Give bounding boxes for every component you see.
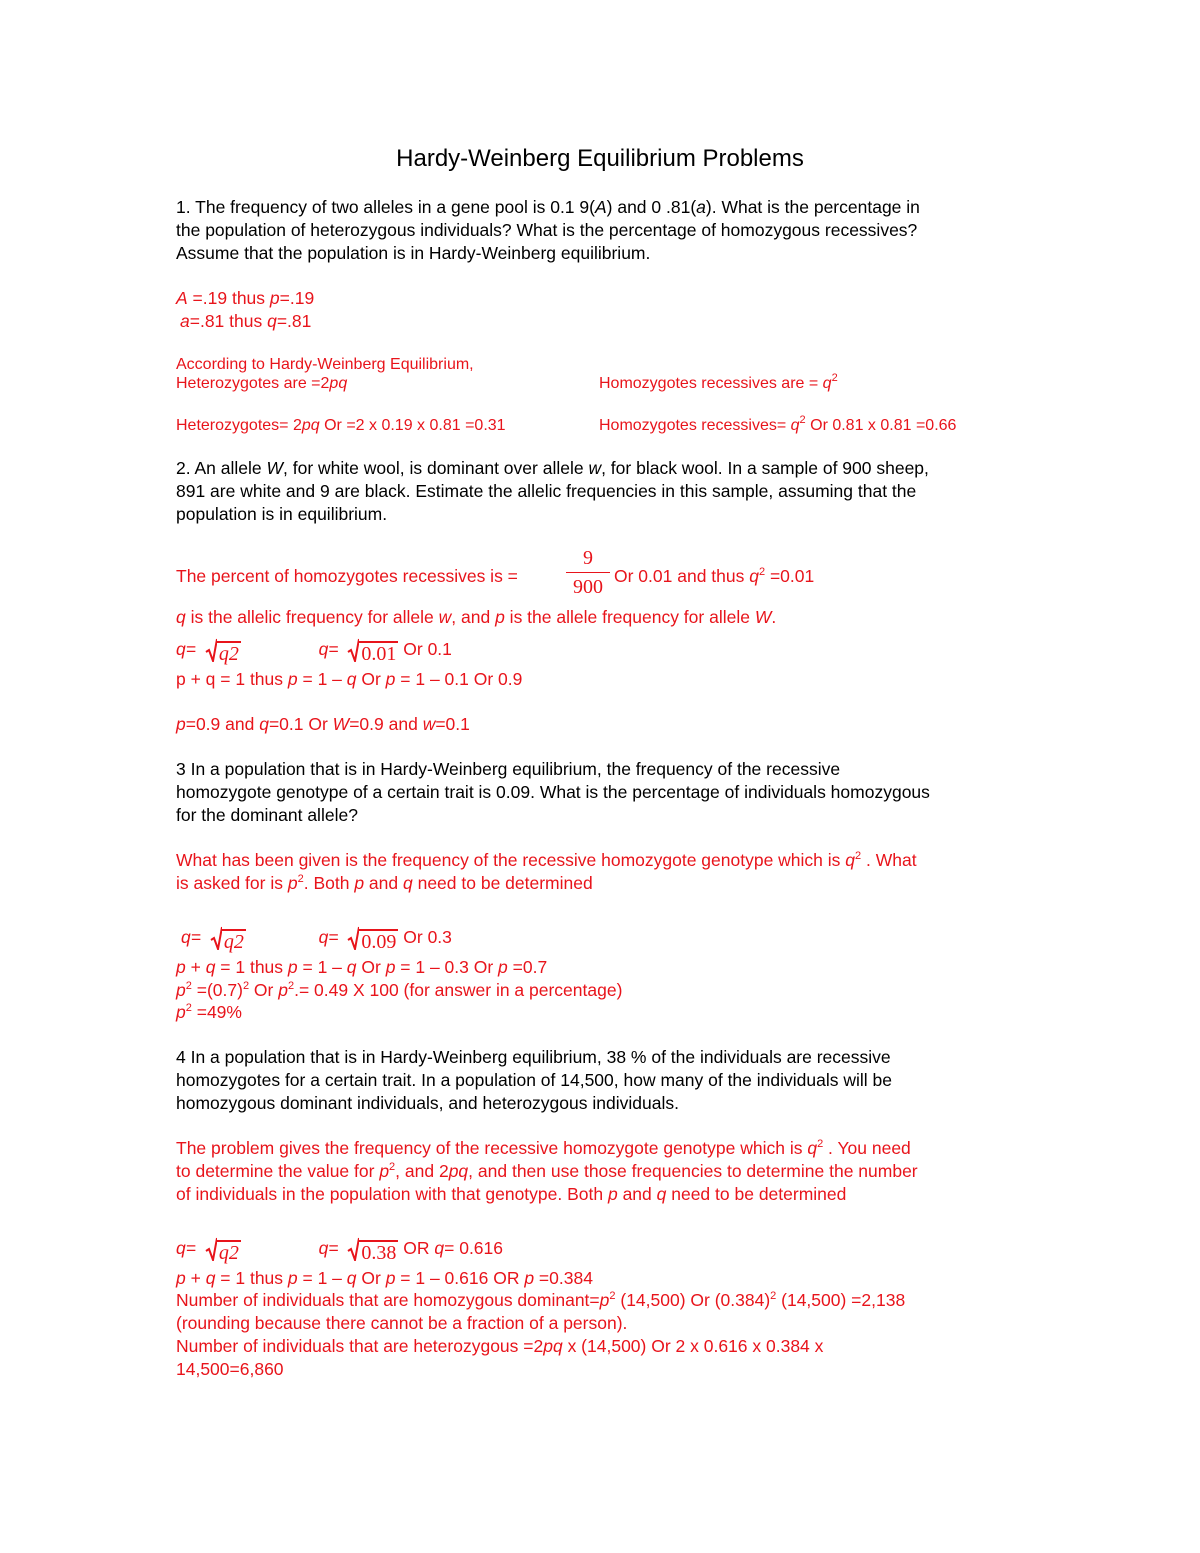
problem-3-p-plus-q: p + q = 1 thus p = 1 – q Or p = 1 – 0.3 Or p =0.7 <box>176 957 548 977</box>
sqrt-symbol: 0.01 <box>347 638 398 665</box>
problem-2-question-line-1: 2. An allele W, for white wool, is dominant over allele w, for black wool. In a sample of 900 sheep, <box>176 458 929 478</box>
problem-1-question-line-2: the population of heterozygous individuals? What is the percentage of homozygous recessives? <box>176 220 918 240</box>
problem-1-answer-line-3: According to Hardy-Weinberg Equilibrium, <box>176 356 474 373</box>
problem-2-q-squared-result: Or 0.01 and thus $q^2 =0.01$ <box>614 566 815 586</box>
problem-2-sqrt-equation: q= q2 q= 0.01 Or 0.1 <box>176 639 452 665</box>
problem-2-question-line-2: 891 are white and 9 are black. Estimate the allelic frequencies in this sample, assuming that the <box>176 481 917 501</box>
sqrt-symbol: q2 <box>210 926 246 953</box>
problem-1-question-line-1: 1. The frequency of two alleles in a gene pool is 0.1 9(A) and 0 .81(a). What is the percentage in <box>176 197 920 217</box>
sqrt-symbol: q2 <box>205 1237 241 1264</box>
problem-4-question-line-1: 4 In a population that is in Hardy-Weinberg equilibrium, 38 % of the individuals are recessive <box>176 1047 891 1067</box>
problem-3-sqrt-equation: q= q2 q= 0.09 Or 0.3 <box>181 927 452 953</box>
problem-1-answer-line-2: a=.81 thus q=.81 <box>180 311 312 331</box>
problem-2-final-answer: p=0.9 and q=0.1 Or W=0.9 and w=0.1 <box>176 714 470 734</box>
problem-2-allele-definition: q is the allelic frequency for allele w, and p is the allele frequency for allele W. <box>176 607 777 627</box>
fraction-numerator: 9 <box>583 547 593 569</box>
problem-2-p-plus-q: p + q = 1 thus p = 1 – q Or p = 1 – 0.1 Or 0.9 <box>176 669 523 689</box>
problem-2-percent-recessives-text: The percent of homozygotes recessives is = <box>176 566 518 586</box>
problem-3-question-line-1: 3 In a population that is in Hardy-Weinberg equilibrium, the frequency of the recessive <box>176 759 841 779</box>
problem-1-question-line-3: Assume that the population is in Hardy-Weinberg equilibrium. <box>176 243 651 263</box>
problem-4-question-line-2: homozygotes for a certain trait. In a population of 14,500, how many of the individuals will be <box>176 1070 892 1090</box>
problem-3-final-answer: $p^2 =49\%$ <box>176 1002 242 1022</box>
problem-1-homozygotes-result: Homozygotes recessives= $q^2$ Or 0.81 x 0.81 =0.66 <box>599 414 957 434</box>
problem-1-heterozygotes-result: Heterozygotes= 2pq Or =2 x 0.19 x 0.81 =0.31 <box>176 417 506 434</box>
problem-3-answer-line-2: is asked for is $p^2$. Both p and q need to be determined <box>176 873 593 893</box>
problem-4-homozygous-dominant: Number of individuals that are homozygous $dominant=p^2$ (14,500) Or $(0.384)^2$ (14,500) =2,138 <box>176 1290 906 1310</box>
problem-4-question-line-3: homozygous dominant individuals, and heterozygous individuals. <box>176 1093 679 1113</box>
problem-3-p-squared: $p^2 =(0.7)^2$ Or $p^2.= 0.49$ X 100 (for answer in a percentage) <box>176 980 623 1000</box>
page-title: Hardy-Weinberg Equilibrium Problems <box>396 145 804 172</box>
problem-3-question-line-3: for the dominant allele? <box>176 805 358 825</box>
problem-4-answer-line-2: to determine the value for $p^2$, and 2pq, and then use those frequencies to determine the number <box>176 1161 918 1181</box>
problem-1-answer-line-1: A =.19 thus p=.19 <box>176 288 315 308</box>
sqrt-symbol: q2 <box>205 638 241 665</box>
problem-4-answer-line-1: The problem gives the frequency of the recessive homozygote genotype which is $q^2$ . You need <box>176 1138 911 1158</box>
problem-4-heterozygous: Number of individuals that are heterozygous =2pq x (14,500) Or 2 x 0.616 x 0.384 x <box>176 1336 824 1356</box>
problem-2-fraction <box>566 546 610 599</box>
sqrt-symbol: 0.09 <box>347 926 398 953</box>
problem-3-answer-line-1: What has been given is the frequency of the recessive homozygote genotype which is $q^2$ . What <box>176 850 917 870</box>
problem-4-rounding-note: (rounding because there cannot be a fraction of a person). <box>176 1313 628 1333</box>
problem-1-homozygotes-formula: Homozygotes recessives are = $q^2$ <box>599 372 838 392</box>
problem-4-heterozygous-result: 14,500=6,860 <box>176 1359 284 1379</box>
fraction-bar <box>566 572 610 573</box>
fraction-denominator: 900 <box>573 576 603 598</box>
sqrt-symbol: 0.38 <box>347 1237 398 1264</box>
problem-4-p-plus-q: p + q = 1 thus p = 1 – q Or p = 1 – 0.616 OR p =0.384 <box>176 1268 593 1288</box>
problem-4-answer-line-3: of individuals in the population with that genotype. Both p and q need to be determined <box>176 1184 847 1204</box>
problem-2-question-line-3: population is in equilibrium. <box>176 504 388 524</box>
problem-4-sqrt-equation: q= q2 q= 0.38 OR q= 0.616 <box>176 1238 503 1264</box>
problem-3-question-line-2: homozygote genotype of a certain trait is 0.09. What is the percentage of individuals homozygous <box>176 782 930 802</box>
problem-1-heterozygotes-formula: Heterozygotes are =2pq <box>176 375 348 392</box>
